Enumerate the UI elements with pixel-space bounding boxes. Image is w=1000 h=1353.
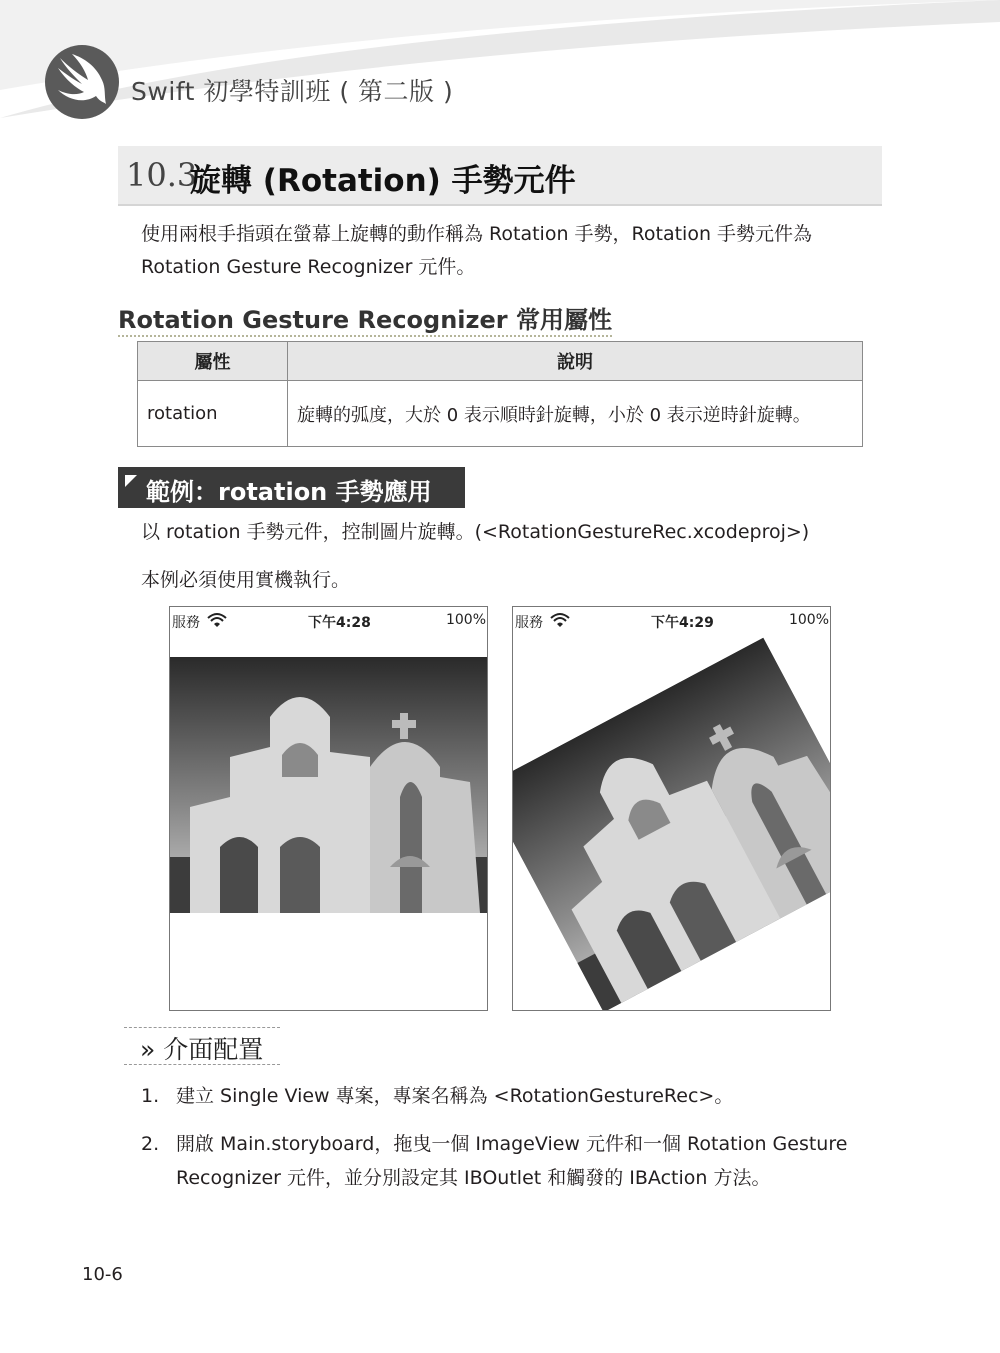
battery-level: 100% <box>445 612 486 628</box>
book-title: Swift 初學特訓班 ( 第二版 ) <box>131 77 454 106</box>
interface-heading: » 介面配置 <box>140 1035 264 1064</box>
property-description: 旋轉的弧度，大於 0 表示順時針旋轉，小於 0 表示逆時針旋轉。 <box>288 381 863 447</box>
column-header-description: 說明 <box>288 342 863 381</box>
status-time: 下午4:28 <box>308 615 371 631</box>
section-heading <box>118 146 882 206</box>
phone-screenshot-before <box>169 606 488 1011</box>
table-header-row <box>138 342 863 381</box>
divider <box>124 1064 280 1065</box>
step-text: Recognizer 元件，並分別設定其 IBOutlet 和觸發的 IBAction 方法。 <box>176 1167 771 1189</box>
wifi-icon <box>206 612 228 628</box>
section-number: 10.3 <box>126 156 198 194</box>
example-label: 範例：rotation 手勢應用 <box>146 478 432 506</box>
property-name: rotation <box>138 381 288 447</box>
intro-line-2: Rotation Gesture Recognizer 元件。 <box>141 256 476 278</box>
swift-logo-icon <box>44 44 120 120</box>
status-time: 下午4:29 <box>651 615 714 631</box>
phone-screenshot-after <box>512 606 831 1011</box>
column-header-property: 屬性 <box>138 342 288 381</box>
rotated-church-photo <box>512 638 831 1011</box>
heading-underline <box>118 335 612 337</box>
step-number: 2. <box>141 1133 160 1155</box>
table-row <box>138 381 863 447</box>
corner-triangle-icon <box>125 475 137 487</box>
properties-table <box>137 341 863 447</box>
step-number: 1. <box>141 1085 160 1107</box>
carrier-label: 服務 <box>172 615 200 631</box>
step-text: 開啟 Main.storyboard，拖曳一個 ImageView 元件和一個 Rotation Gesture <box>176 1133 848 1155</box>
example-description: 以 rotation 手勢元件，控制圖片旋轉。(<RotationGestureRec.xcodeproj>) <box>141 521 810 543</box>
example-banner <box>118 467 465 508</box>
properties-heading: Rotation Gesture Recognizer 常用屬性 <box>118 306 612 334</box>
divider <box>124 1027 280 1028</box>
example-note: 本例必須使用實機執行。 <box>141 569 351 591</box>
step-text: 建立 Single View 專案，專案名稱為 <RotationGestureRec>。 <box>176 1085 734 1107</box>
page-number: 10-6 <box>82 1264 123 1285</box>
intro-line-1: 使用兩根手指頭在螢幕上旋轉的動作稱為 Rotation 手勢，Rotation 手勢元件為 <box>141 223 813 245</box>
section-title: 旋轉 (Rotation) 手勢元件 <box>190 163 576 199</box>
carrier-label: 服務 <box>515 615 543 631</box>
church-arch-photo <box>170 657 487 913</box>
wifi-icon <box>549 612 571 628</box>
battery-level: 100% <box>788 612 829 628</box>
